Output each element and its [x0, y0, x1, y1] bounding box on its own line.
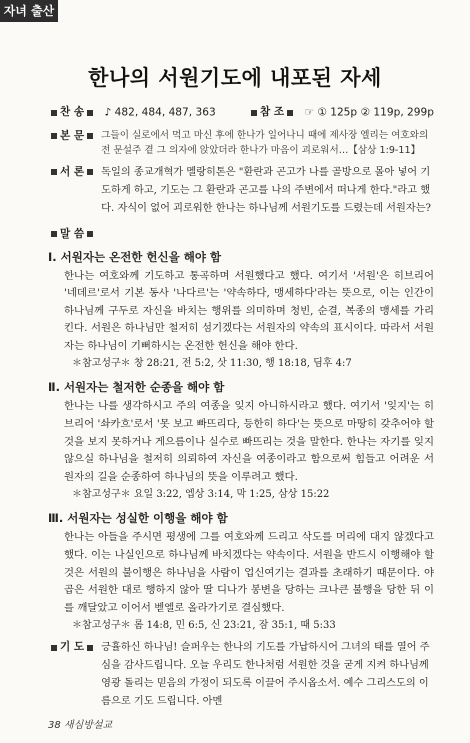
seoron-row [48, 164, 434, 218]
square-bullet-icon [51, 645, 57, 651]
square-bullet-icon [51, 110, 57, 116]
hymn-row [48, 104, 216, 122]
section-reference: ＊참고성구＊ 창 28:21, 전 5:2, 삿 11:30, 행 18:18, 딤후 4:7 [72, 358, 352, 370]
section-title: Ⅲ. 서원자는 성실한 이행을 해야 함 [48, 511, 228, 526]
section-body: 한나는 나를 생각하시고 주의 여종을 잊지 아니하시라고 했다. 여기서 '잊지'는 히브리어 '솨카흐'로서 '못 보고 빠뜨리다, 등한히 하다'는 뜻으로 마땅히 갖추어야 할 것을 보지 못하거나 게으름이나 실수로 빠뜨리는 것을 말한다. 한나는 자기를 잊지 않으실 하나님을 철저히 의뢰하여 자신을 여종이라고 함으로써 힘들고 어려운 서원자의 길을 순종하여 하나님의 뜻을 이루려고 했다. [64, 400, 434, 483]
square-bullet-icon [251, 110, 257, 116]
square-bullet-icon [87, 133, 93, 139]
seoron-text: 독일의 종교개혁가 멜랑히톤은 "환란과 곤고가 나를 골방으로 몰아 넣어 기도하게 하고, 기도는 그 환란과 곤고를 나의 주변에서 떠나게 한다."라고 했다. 자식이 없어 괴로워한 한나는 하나님께 서원기도를 드렸는데 서원자는? [101, 166, 431, 214]
section-title: Ⅰ. 서원자는 온전한 헌신을 해야 함 [48, 249, 222, 264]
square-bullet-icon [87, 645, 93, 651]
reference-row [248, 104, 434, 122]
square-bullet-icon [51, 169, 57, 175]
section-1 [48, 249, 434, 374]
prayer-row [48, 639, 434, 711]
square-bullet-icon [51, 133, 57, 139]
prayer-text: 긍휼하신 하나님! 슬퍼우는 한나의 기도를 가납하시어 그녀의 태를 열어 주심을 감사드립니다. 오늘 우리도 한나처럼 서원한 것을 굳게 지켜 하나님께 영광 돌리는 믿음의 가정이 되도록 이끌어 주시옵소서. 예수 그리스도의 이름으로 기도 드립니다. 아멘 [101, 642, 430, 708]
section-reference: ＊참고성구＊ 롬 14:8, 민 6:5, 신 23:21, 잠 35:1, 때 5:33 [72, 620, 336, 632]
reference-label: 참 조 [248, 104, 296, 121]
page-footer: 38 새심방설교 [48, 720, 113, 731]
square-bullet-icon [87, 169, 93, 175]
square-bullet-icon [87, 231, 93, 237]
malsseum-label: 말 씀 [48, 226, 434, 243]
reference-text: ☞ ① 125p ② 119p, 299p [304, 106, 434, 119]
section-body: 한나는 여호와께 기도하고 통곡하며 서원했다고 했다. 여기서 '서원'은 히브리어 '네데르'로서 기본 동사 '나다르'는 '약속하다, 맹세하다'라는 뜻으로, 이는 인간이 하나님께 구두로 자신을 바치는 행위를 의미하며 청빈, 순결, 복종의 맹세를 가리킨다. 서원은 하나님만 철저히 섬기겠다는 서원자의 약속의 표시이다. 따라서 서원자는 하나님이 기뻐하시는 온전한 헌신을 해야 한다. [64, 269, 434, 352]
section-3 [48, 510, 434, 635]
prayer-label: 기 도 [48, 639, 96, 656]
bonmun-text: 그들이 실로에서 먹고 마신 후에 한나가 일어나니 때에 제사장 엘리는 여호와의 전 문설주 곁 그 의자에 앉았더라 한나가 마음이 괴로워서…【삼상 1:9-11】 [101, 129, 429, 156]
bonmun-row [48, 128, 434, 158]
meta-row [48, 104, 434, 122]
section-title: Ⅱ. 서원자는 철저한 순종을 해야 함 [48, 380, 225, 395]
seoron-label: 서 론 [48, 164, 96, 181]
category-tab: 자녀 출산 [0, 0, 58, 22]
square-bullet-icon [87, 110, 93, 116]
section-reference: ＊참고성구＊ 요일 3:22, 엡상 3:14, 막 1:25, 삼상 15:22 [72, 489, 330, 501]
square-bullet-icon [287, 110, 293, 116]
hymn-text: ♪ 482, 484, 487, 363 [104, 106, 216, 119]
square-bullet-icon [51, 231, 57, 237]
section-2 [48, 379, 434, 504]
bonmun-label: 본 문 [48, 128, 96, 145]
hymn-label: 찬 송 [48, 104, 96, 121]
page-title: 한나의 서원기도에 내포된 자세 [88, 66, 382, 90]
sermon-content [48, 104, 434, 717]
section-body: 한나는 아들을 주시면 평생에 그를 여호와께 드리고 삭도를 머리에 대지 않겠다고 했다. 이는 나실인으로 하나님께 바치겠다는 약속이다. 서원을 반드시 이행해야 할 것은 서원의 불이행은 하나님을 사람이 업신여기는 결과를 초래하기 때문이다. 야곱은 서원한 대로 행하지 않아 딸 디나가 봉변을 당하는 크나큰 불행을 당한 뒤 이를 깨달았고 이어서 벧엘로 올라가기로 결심했다. [64, 531, 434, 614]
